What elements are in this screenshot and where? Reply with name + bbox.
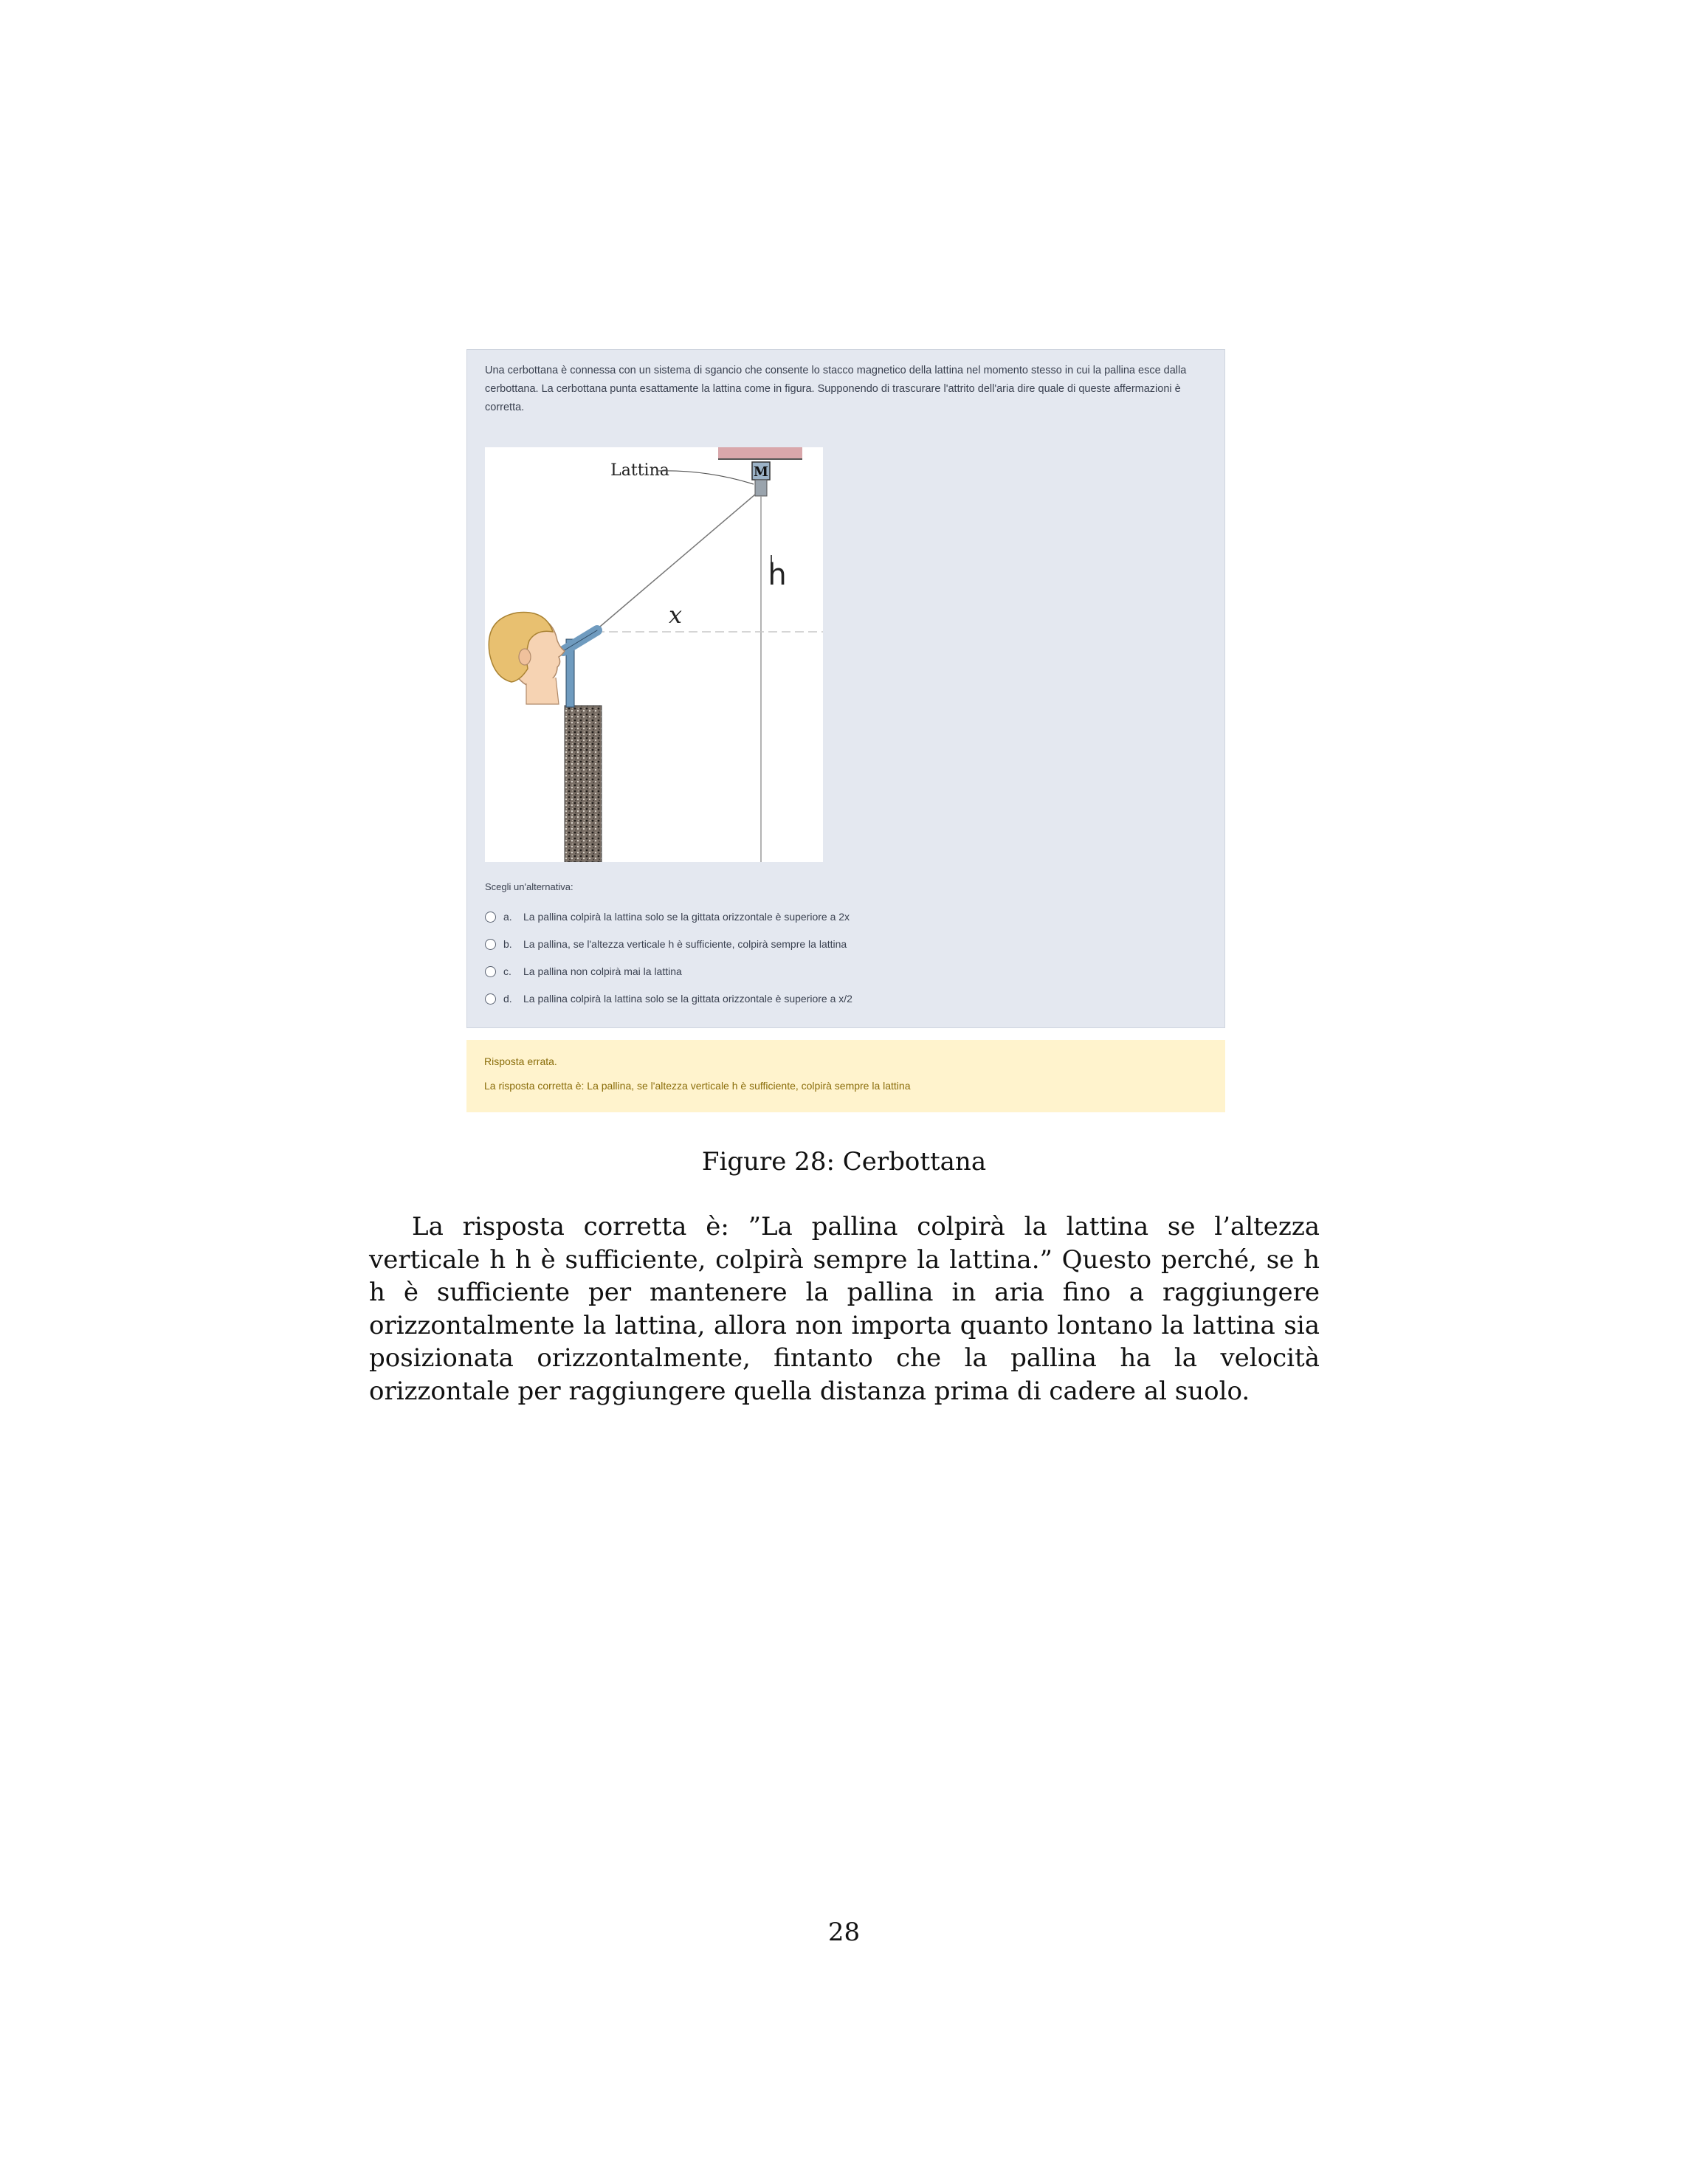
option-text: La pallina colpirà la lattina solo se la gittata orizzontale è superiore a x/2 bbox=[523, 993, 852, 1005]
option-letter: c. bbox=[503, 965, 511, 977]
radio-icon[interactable] bbox=[485, 993, 496, 1005]
radio-icon[interactable] bbox=[485, 939, 496, 950]
option-d[interactable] bbox=[485, 989, 852, 1008]
blowgun-diagram bbox=[485, 447, 823, 862]
radio-icon[interactable] bbox=[485, 966, 496, 977]
radio-icon[interactable] bbox=[485, 912, 496, 923]
feedback-correct-answer: La risposta corretta è: La pallina, se l'altezza verticale h è sufficiente, colpirà sempre la lattina bbox=[484, 1080, 911, 1092]
figure-caption: Figure 28: Cerbottana bbox=[701, 1147, 987, 1177]
option-letter: a. bbox=[503, 911, 512, 923]
can-label-leader bbox=[656, 471, 754, 484]
blowgun-figure bbox=[485, 447, 823, 862]
can bbox=[755, 480, 767, 496]
ceiling-support bbox=[718, 447, 802, 459]
option-text: La pallina colpirà la lattina solo se la gittata orizzontale è superiore a 2x bbox=[523, 911, 850, 923]
person-ear bbox=[519, 649, 531, 665]
page-number: 28 bbox=[827, 1918, 861, 1947]
feedback-panel bbox=[466, 1040, 1225, 1112]
feedback-status: Risposta errata. bbox=[484, 1055, 557, 1067]
choose-label: Scegli un'alternativa: bbox=[485, 881, 573, 892]
option-a[interactable] bbox=[485, 907, 850, 926]
option-b[interactable] bbox=[485, 934, 847, 954]
option-letter: b. bbox=[503, 938, 512, 950]
pillar bbox=[565, 706, 602, 862]
height-label: h bbox=[768, 558, 787, 592]
option-letter: d. bbox=[503, 993, 512, 1005]
can-label: Lattina bbox=[610, 461, 669, 480]
distance-label: x bbox=[668, 601, 683, 629]
body-paragraph: La risposta corretta è: ”La pallina colpirà la lattina se l’altezza verticale h h è sufficiente, colpirà sempre la lattina.” Questo perché, se h h è sufficiente per mantenere la pallina in aria fino a raggiungere orizzontalmente la lattina, allora non importa quanto lontano la lattina sia posizionata orizzontalmente, fintanto che la pallina ha la velocità orizzontale per raggiungere quella distanza prima di cadere al suolo. bbox=[369, 1212, 1320, 1406]
question-text: Una cerbottana è connessa con un sistema di sgancio che consente lo stacco magnetico della lattina nel momento stesso in cui la pallina esce dalla cerbottana. La cerbottana punta esattamente la lattina come in figura. Supponendo di trascurare l'attrito dell'aria dire quale di queste affermazioni è corretta. bbox=[485, 365, 1187, 413]
option-c[interactable] bbox=[485, 962, 682, 981]
magnet-label: M bbox=[754, 464, 768, 480]
option-text: La pallina, se l'altezza verticale h è sufficiente, colpirà sempre la lattina bbox=[523, 938, 847, 950]
option-text: La pallina non colpirà mai la lattina bbox=[523, 965, 682, 977]
quiz-question-panel bbox=[466, 349, 1225, 1028]
